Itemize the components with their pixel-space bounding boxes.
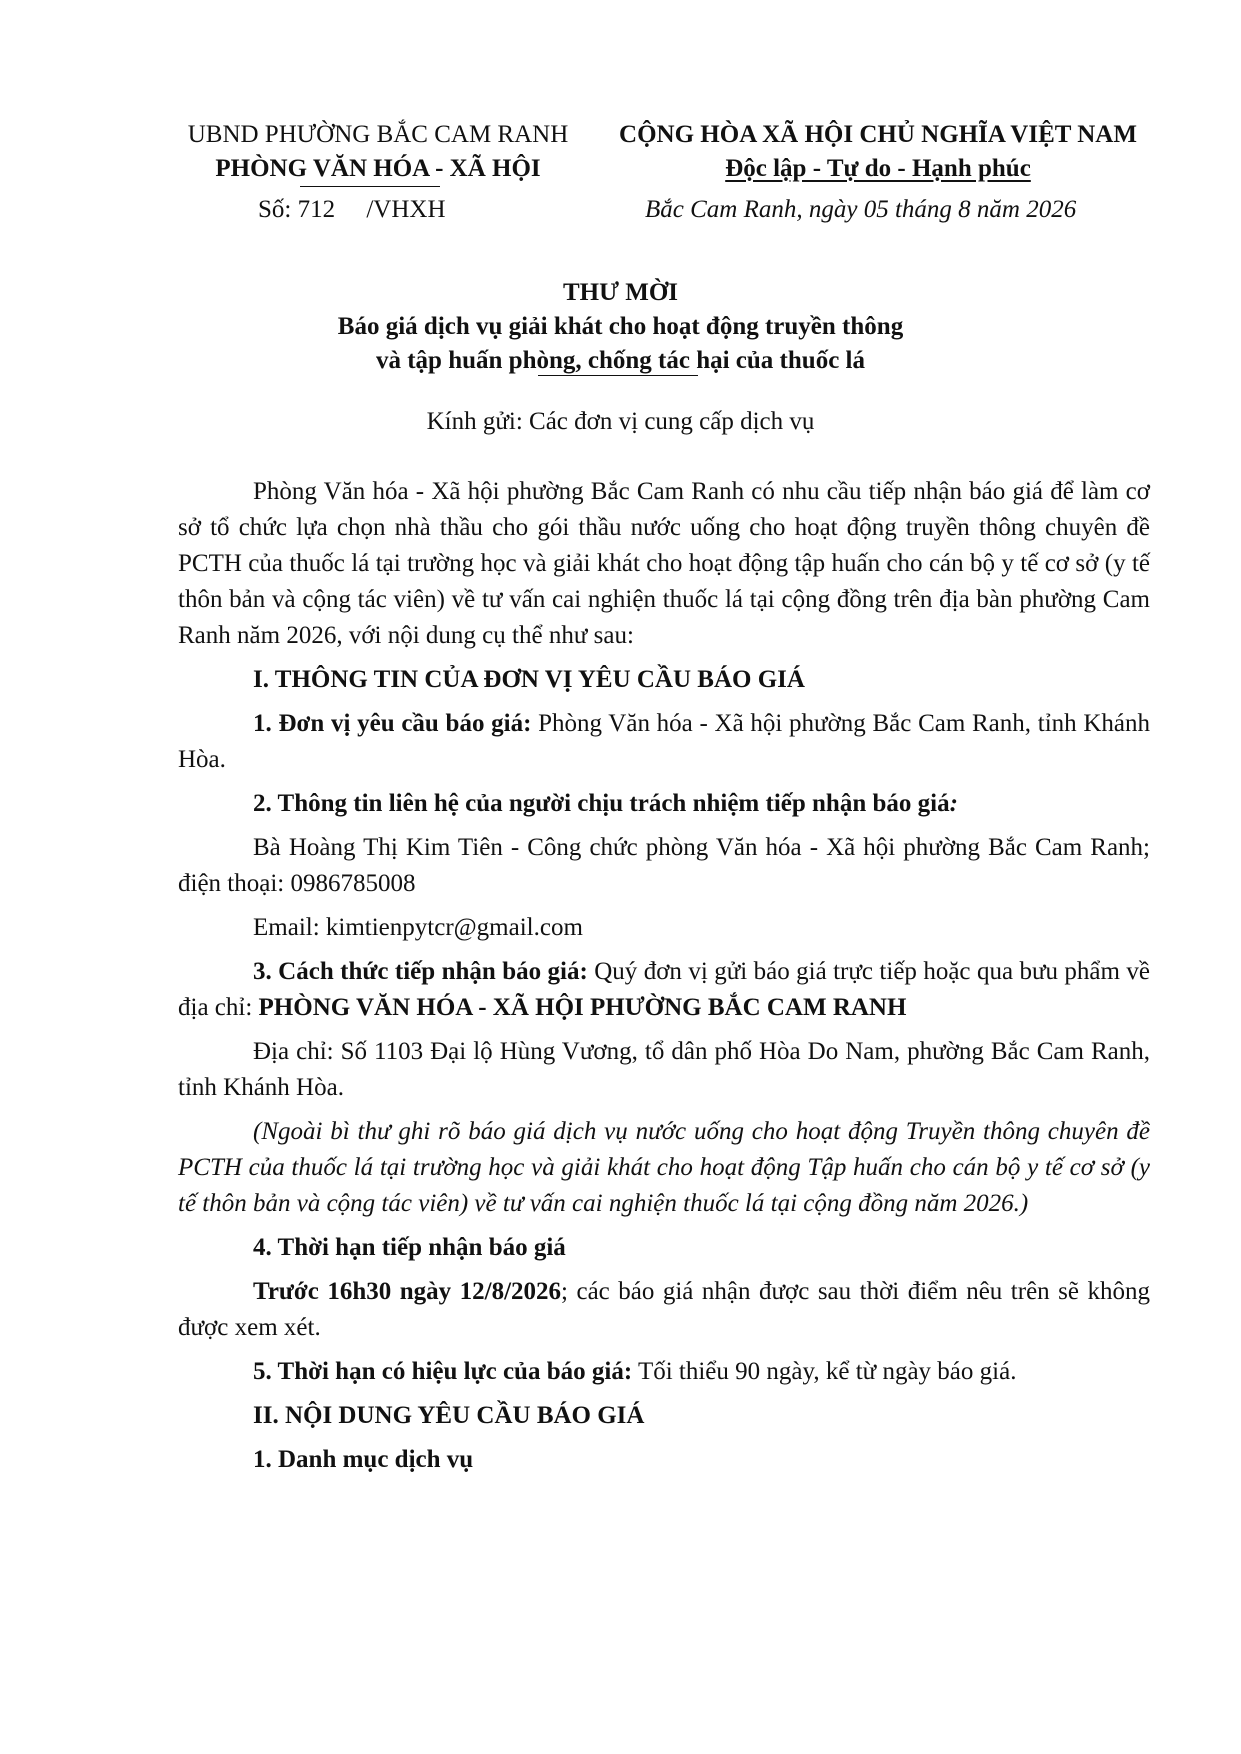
agency-parent-name: UBND PHƯỜNG BẮC CAM RANH [187, 121, 569, 148]
title-underline [538, 375, 698, 376]
document-title-block [0, 276, 1241, 378]
item-3-label: 3. Cách thức tiếp nhận báo giá: [253, 958, 588, 985]
agency-underline [300, 186, 440, 187]
item-3-text: Quý đơn vị gửi báo giá trực tiếp hoặc qua bưu phẩm về địa chỉ: [178, 958, 1150, 1021]
item-5-label: 5. Thời hạn có hiệu lực của báo giá: [253, 1358, 633, 1385]
contact-paragraph: Bà Hoàng Thị Kim Tiên - Công chức phòng Văn hóa - Xã hội phường Bắc Cam Ranh; điện thoại: 0986785008 [178, 834, 1150, 897]
section-1-heading: I. THÔNG TIN CỦA ĐƠN VỊ YÊU CẦU BÁO GIÁ [253, 666, 805, 693]
national-motto: Độc lập - Tự do - Hạnh phúc [725, 155, 1031, 182]
national-title: CỘNG HÒA XÃ HỘI CHỦ NGHĨA VIỆT NAM [619, 121, 1137, 148]
item-5-paragraph [178, 1354, 1150, 1390]
document-number: Số: 712 /VHXH [258, 196, 446, 223]
envelope-note: (Ngoài bì thư ghi rõ báo giá dịch vụ nước uống cho hoạt động Truyền thông chuyên đề PCTH của thuốc lá tại trường học và giải khát cho hoạt động Tập huấn cho cán bộ y tế cơ sở (y tế thôn bản và cộng tác viên) về tư vấn cai nghiện thuốc lá tại cộng đồng năm 2026.) [178, 1118, 1150, 1217]
recipient-line: Kính gửi: Các đơn vị cung cấp dịch vụ [426, 408, 815, 435]
section-2-item-1-heading: 1. Danh mục dịch vụ [253, 1446, 474, 1473]
document-subtitle-line2: và tập huấn phòng, chống tác hại của thuốc lá [375, 347, 865, 374]
item-1-paragraph [178, 706, 1150, 778]
item-3-paragraph [178, 954, 1150, 1026]
item-3-address-name: PHÒNG VĂN HÓA - XÃ HỘI PHƯỜNG BẮC CAM RANH [258, 994, 907, 1021]
item-4-heading: 4. Thời hạn tiếp nhận báo giá [253, 1234, 566, 1261]
agency-name: PHÒNG VĂN HÓA - XÃ HỘI [215, 155, 541, 182]
item-1-text: Phòng Văn hóa - Xã hội phường Bắc Cam Ranh, tỉnh Khánh Hòa. [178, 710, 1150, 773]
deadline-text: ; các báo giá nhận được sau thời điểm nêu trên sẽ không được xem xét. [178, 1278, 1150, 1341]
recipient-block [0, 405, 1241, 439]
document-title: THƯ MỜI [562, 279, 679, 306]
deadline-time: Trước 16h30 ngày 12/8/2026 [253, 1278, 562, 1305]
item-5-text: Tối thiểu 90 ngày, kể từ ngày báo giá. [632, 1358, 1017, 1385]
national-motto-block [598, 118, 1158, 186]
item-1-label: 1. Đơn vị yêu cầu báo giá: [253, 710, 532, 737]
document-subtitle-line1: Báo giá dịch vụ giải khát cho hoạt động truyền thông [337, 313, 904, 340]
item-2-colon: : [949, 790, 958, 817]
deadline-paragraph [178, 1274, 1150, 1346]
document-body [178, 474, 1150, 1478]
address-paragraph: Địa chỉ: Số 1103 Đại lộ Hùng Vương, tổ dân phố Hòa Do Nam, phường Bắc Cam Ranh, tỉnh Khánh Hòa. [178, 1038, 1150, 1101]
email-paragraph: Email: kimtienpytcr@gmail.com [253, 914, 583, 941]
issuing-agency-block [168, 118, 588, 186]
item-2-paragraph [178, 786, 1150, 822]
place-and-date: Bắc Cam Ranh, ngày 05 tháng 8 năm 2026 [645, 196, 1077, 223]
intro-paragraph: Phòng Văn hóa - Xã hội phường Bắc Cam Ranh có nhu cầu tiếp nhận báo giá để làm cơ sở tổ chức lựa chọn nhà thầu cho gói thầu nước uống cho hoạt động truyền thông chuyên đề PCTH của thuốc lá tại trường học và giải khát cho hoạt động tập huấn cho cán bộ y tế cơ sở (y tế thôn bản và cộng tác viên) về tư vấn cai nghiện thuốc lá tại cộng đồng trên địa bàn phường Cam Ranh năm 2026, với nội dung cụ thể như sau: [178, 478, 1150, 649]
section-2-heading: II. NỘI DUNG YÊU CẦU BÁO GIÁ [253, 1402, 645, 1429]
item-2-label: 2. Thông tin liên hệ của người chịu trách nhiệm tiếp nhận báo giá [253, 790, 950, 817]
